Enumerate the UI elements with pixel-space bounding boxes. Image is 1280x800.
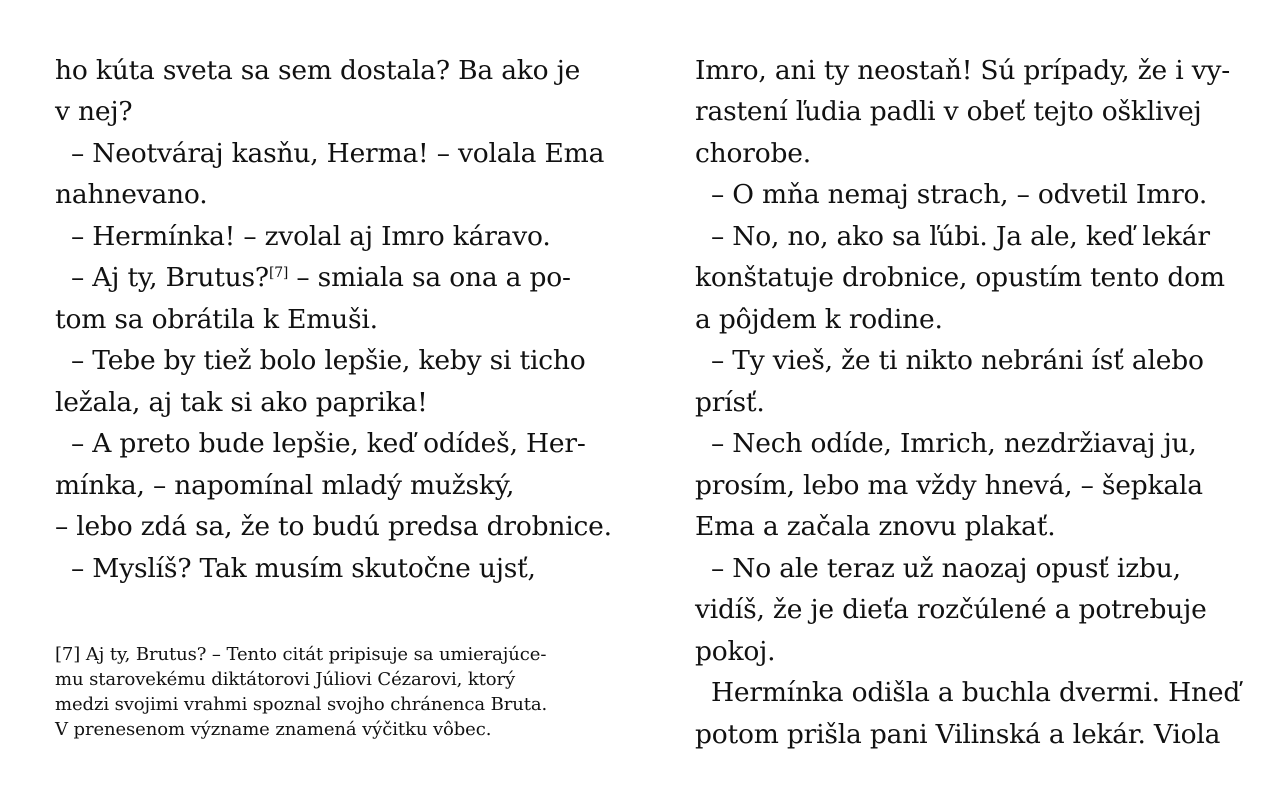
left-page — [55, 0, 615, 800]
text-line: Hermínka odišla a buchla dvermi. Hneď — [711, 677, 1241, 708]
text-line: – lebo zdá sa, že to budú predsa drobnice. — [55, 511, 612, 542]
text-line-with-footnote-ref — [55, 257, 571, 299]
text-line: – Hermínka! – zvolal aj Imro káravo. — [71, 221, 551, 252]
text-line: vidíš, že je dieťa rozčúlené a potrebuje — [695, 594, 1207, 625]
footnote-reference[interactable]: [7] — [268, 265, 289, 281]
text-line: Imro, ani ty neostaň! Sú prípady, že i vy- — [695, 55, 1231, 86]
text-line: konštatuje drobnice, opustím tento dom — [695, 262, 1225, 293]
text-line: prosím, lebo ma vždy hnevá, – šepkala — [695, 470, 1203, 501]
text-line: tom sa obrátila k Emuši. — [55, 304, 378, 335]
text-line: – Nech odíde, Imrich, nezdržiavaj ju, — [711, 428, 1197, 459]
footnote-line: medzi svojimi vrahmi spoznal svojho chránenca Bruta. — [55, 694, 548, 715]
text-line: – Neotváraj kasňu, Herma! – volala Ema — [71, 138, 605, 169]
text-line: a pôjdem k rodine. — [695, 304, 943, 335]
text-line: chorobe. — [695, 138, 811, 169]
text-line: ležala, aj tak si ako paprika! — [55, 387, 428, 418]
text-line: rastení ľudia padli v obeť tejto ošklivej — [695, 96, 1202, 127]
text-segment: – Aj ty, Brutus? — [71, 262, 269, 293]
footnote-line: mu starovekému diktátorovi Júliovi Cézarovi, ktorý — [55, 669, 516, 690]
footnote-line: [7] Aj ty, Brutus? – Tento citát pripisuje sa umierajúce- — [55, 644, 547, 665]
right-page — [695, 0, 1255, 800]
footnote-line: V prenesenom význame znamená výčitku vôbec. — [55, 719, 492, 740]
text-segment: – smiala sa ona a po- — [288, 262, 571, 293]
text-line: prísť. — [695, 387, 765, 418]
text-line: – A preto bude lepšie, keď odídeš, Her- — [71, 428, 586, 459]
text-line: mínka, – napomínal mladý mužský, — [55, 470, 515, 501]
text-line: Ema a začala znovu plakať. — [695, 511, 1056, 542]
text-line: – No, no, ako sa ľúbi. Ja ale, keď lekár — [711, 221, 1210, 252]
text-line: – Tebe by tiež bolo lepšie, keby si ticho — [71, 345, 586, 376]
text-line: ho kúta sveta sa sem dostala? Ba ako je — [55, 55, 581, 86]
text-line: pokoj. — [695, 636, 776, 667]
text-line: nahnevano. — [55, 179, 208, 210]
text-line: potom prišla pani Vilinská a lekár. Viola — [695, 719, 1221, 750]
text-line: – Myslíš? Tak musím skutočne ujsť, — [71, 553, 536, 584]
text-line: – No ale teraz už naozaj opusť izbu, — [711, 553, 1181, 584]
text-line: v nej? — [55, 96, 133, 127]
text-line: – Ty vieš, že ti nikto nebráni ísť alebo — [711, 345, 1204, 376]
text-line: – O mňa nemaj strach, – odvetil Imro. — [711, 179, 1208, 210]
